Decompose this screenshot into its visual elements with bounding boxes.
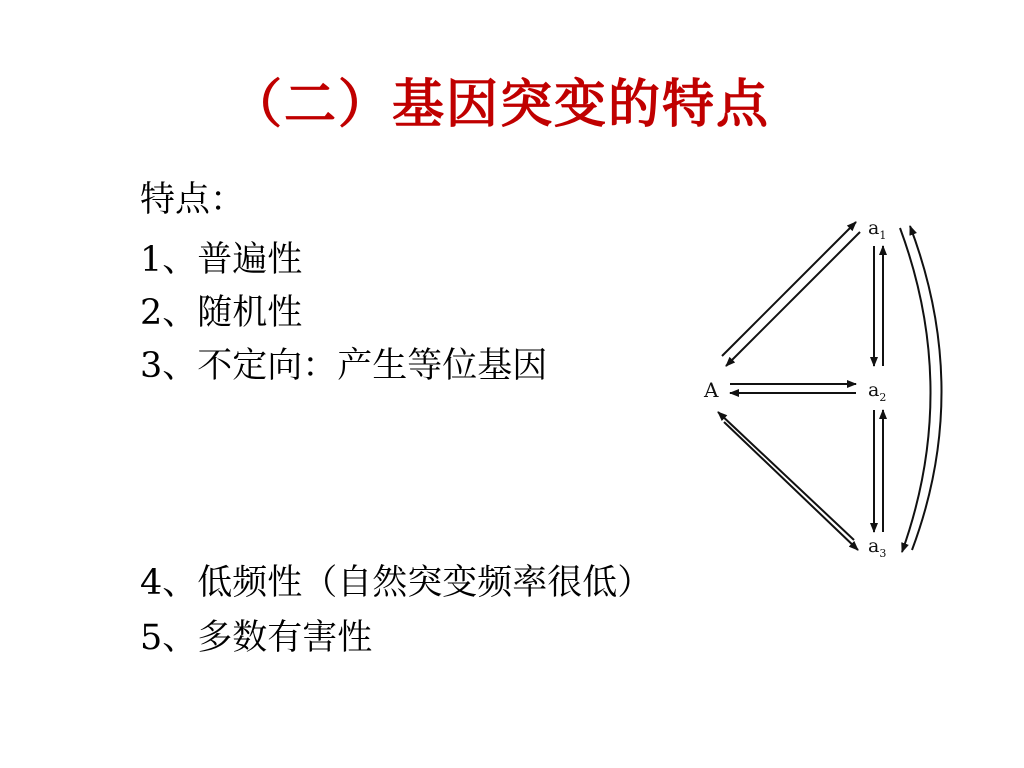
mutation-diagram <box>690 200 950 570</box>
item-3: 3、不定向：产生等位基因 <box>140 346 548 386</box>
arrow-A-to-a1 <box>722 222 856 356</box>
node-a1: $a_1$ <box>868 217 887 242</box>
item-5: 5、多数有害性 <box>140 618 373 658</box>
slide-title: （二）基因突变的特点 <box>229 75 770 135</box>
arrow-a1-to-A <box>726 232 860 366</box>
item-2: 2、随机性 <box>140 293 303 333</box>
intro-label: 特点： <box>140 180 246 220</box>
node-A: A <box>704 378 719 402</box>
node-a2: $a_2$ <box>868 379 887 404</box>
arrow-A-to-a3 <box>724 422 858 550</box>
arrow-a3-to-A <box>718 412 854 540</box>
node-a3: $a_3$ <box>868 535 887 560</box>
item-1: 1、普遍性 <box>140 240 303 280</box>
item-4: 4、低频性（自然突变频率很低） <box>140 563 653 603</box>
